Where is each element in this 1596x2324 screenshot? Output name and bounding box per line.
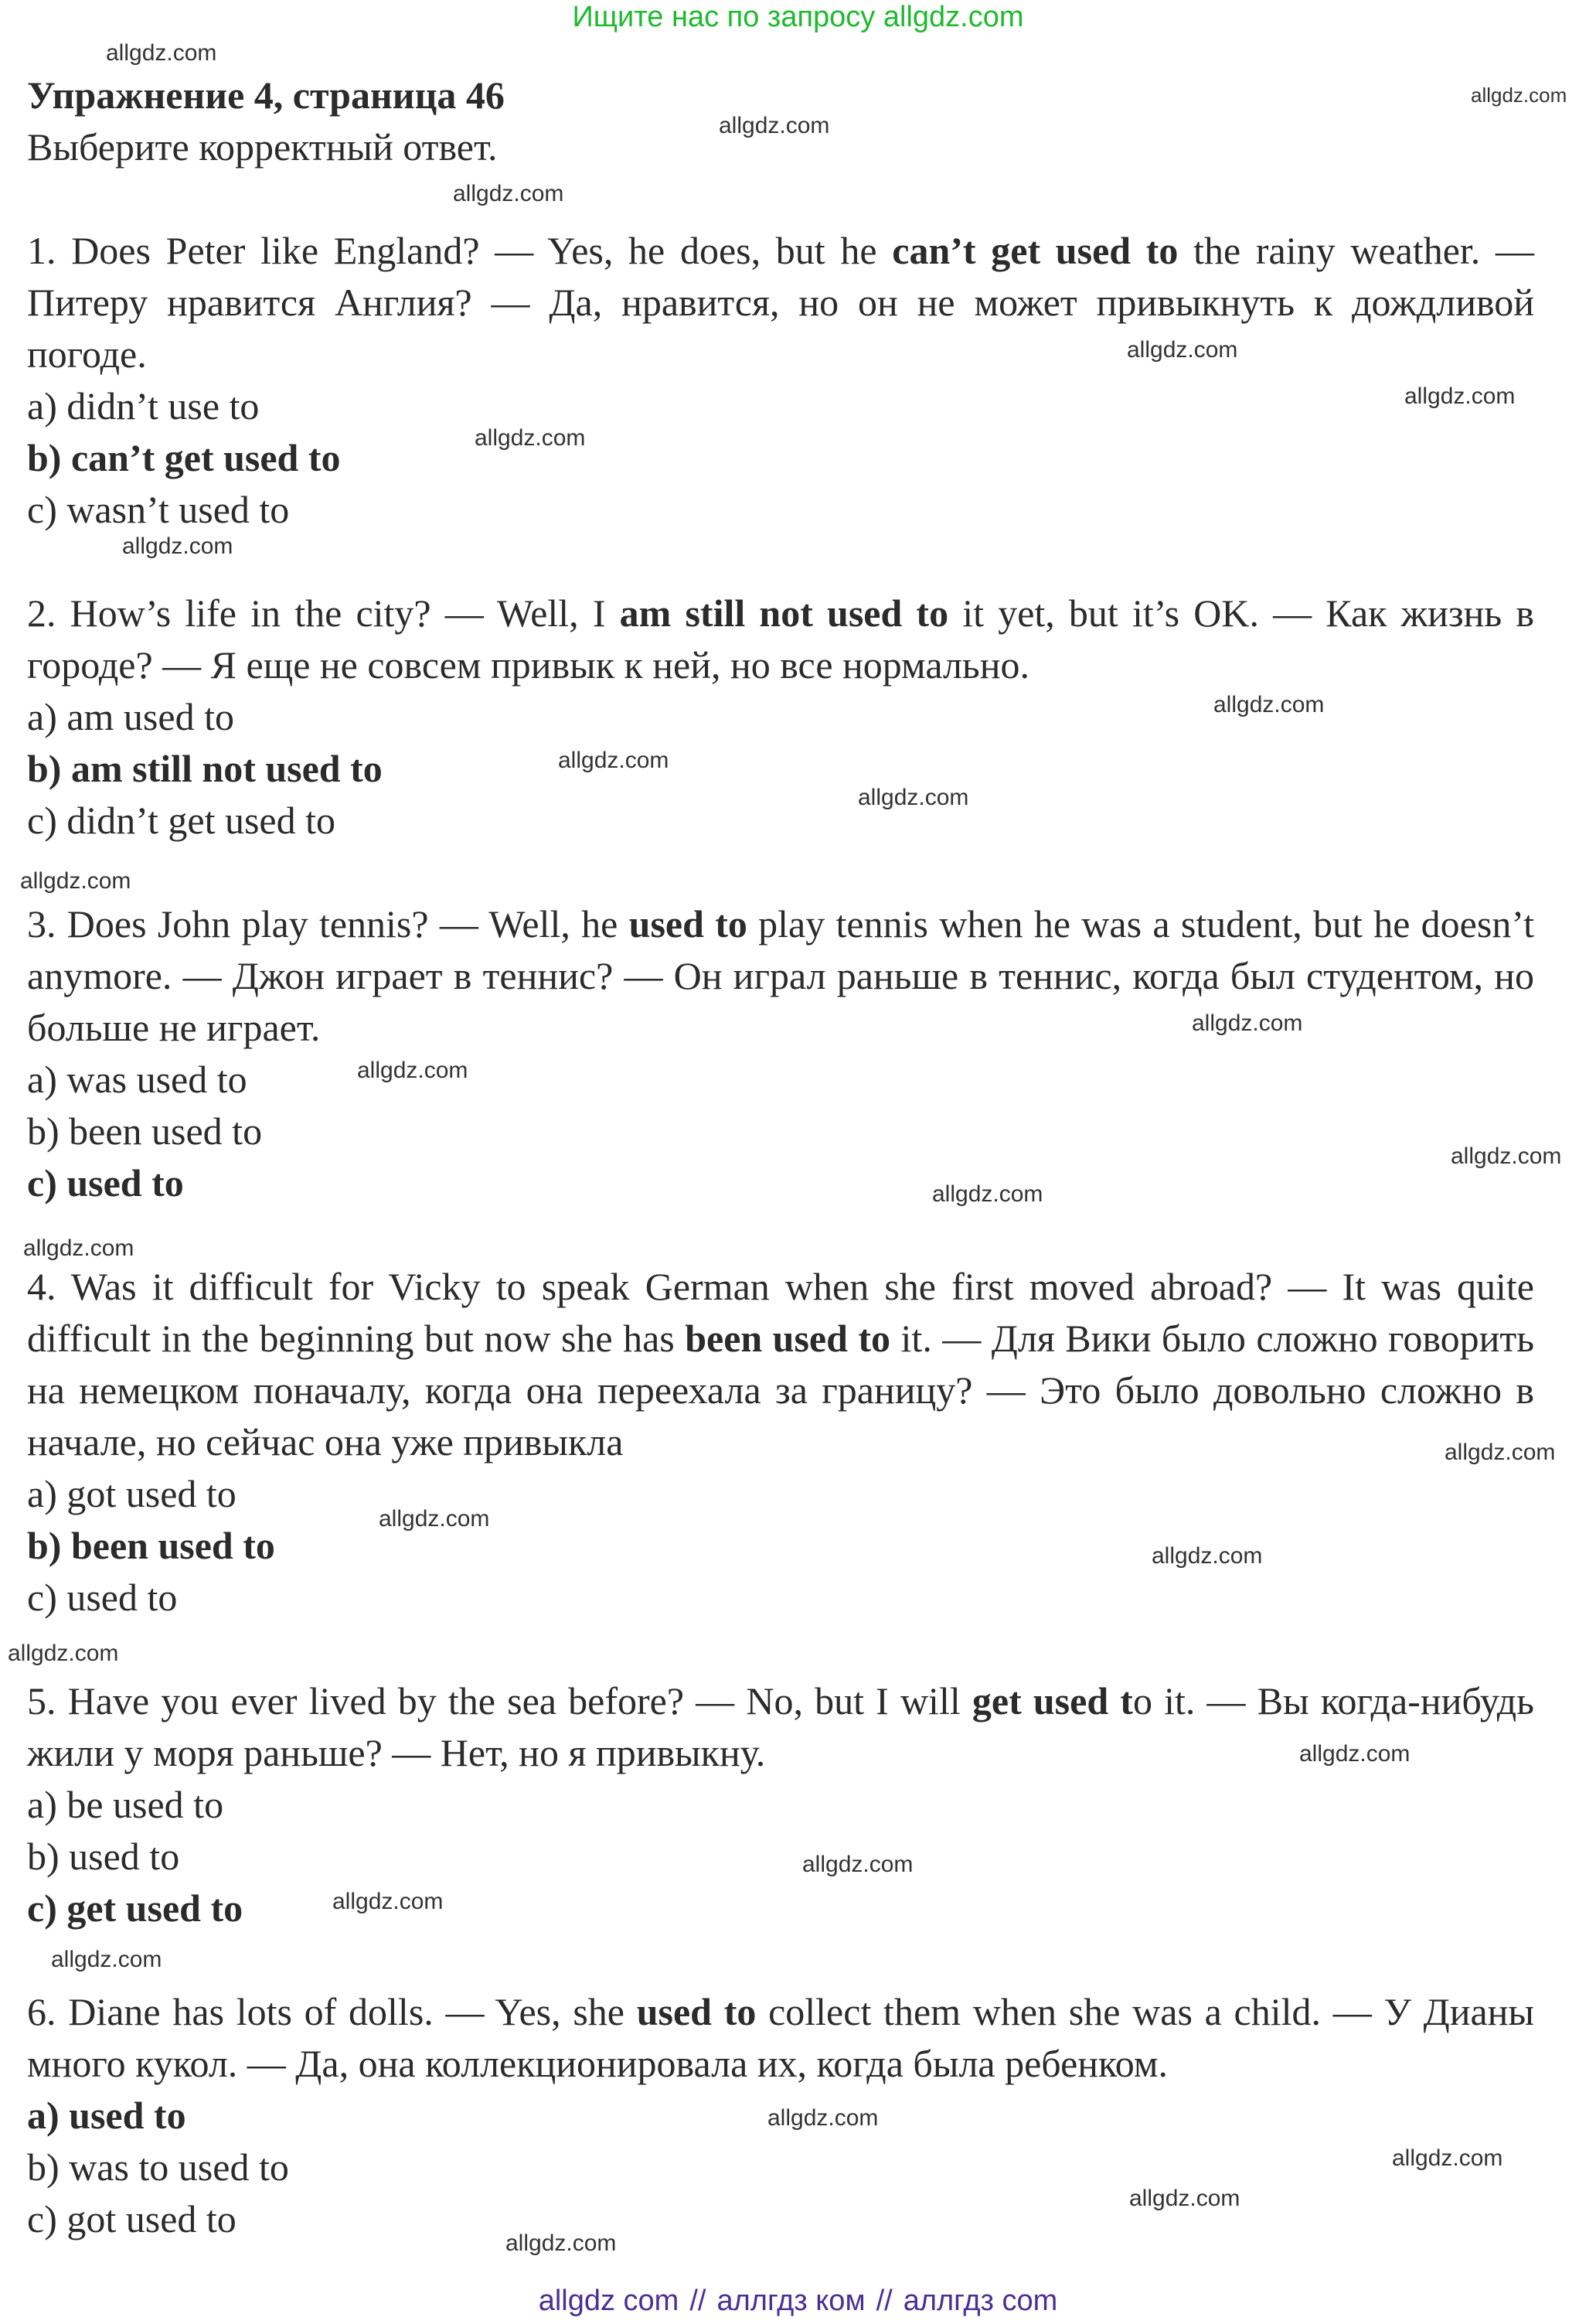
watermark: allgdz.com xyxy=(767,2105,879,2131)
watermark: allgdz.com xyxy=(1152,1543,1263,1569)
option-b: b) was to used to xyxy=(27,2145,289,2189)
watermark: allgdz.com xyxy=(719,113,830,138)
exercise-title: Упражнение 4, страница 46 xyxy=(27,73,505,117)
option-c: c) wasn’t used to xyxy=(27,488,290,531)
watermark: allgdz.com xyxy=(357,1058,468,1083)
answer-highlight: used to xyxy=(628,902,747,946)
watermark: allgdz.com xyxy=(475,425,586,451)
option-c: c) used to xyxy=(27,1576,178,1619)
option-a: a) got used to xyxy=(27,1472,237,1515)
watermark: allgdz.com xyxy=(23,1235,134,1261)
watermark: allgdz.com xyxy=(1392,2145,1503,2171)
watermark: allgdz.com xyxy=(505,2230,617,2256)
option-a: a) am used to xyxy=(27,695,234,738)
option-c: c) got used to xyxy=(27,2197,237,2241)
option-b: b) been used to xyxy=(27,1109,263,1153)
question-text: 2. How’s life in the city? — Well, I am still not used to it yet, but it’s OK. — Как жизнь в городе? — Я еще не совсем привык к ней, но все нормально. xyxy=(27,591,1535,687)
task-4 xyxy=(27,1261,1534,1624)
task-3 xyxy=(27,898,1534,1209)
footer-link[interactable]: аллгдз ком xyxy=(716,2285,866,2317)
watermark: allgdz.com xyxy=(20,868,131,894)
watermark: allgdz.com xyxy=(1127,337,1238,363)
watermark: allgdz.com xyxy=(932,1181,1043,1207)
option-a: a) was used to xyxy=(27,1058,247,1101)
option-b-correct: b) been used to xyxy=(27,1524,275,1567)
question-text: 5. Have you ever lived by the sea before? — No, but I will get used to it. — Вы когда-нибудь жили у моря раньше? — Нет, но я привыкну. xyxy=(27,1679,1534,1774)
question-text: 4. Was it difficult for Vicky to speak German when she first moved abroad? — It was quite difficult in the beginning but now she has been used to it. — Для Вики было сложно говорить на немецком поначалу, когда она переехала за границу? — Это было довольно сложно в начале, но сейчас она уже привыкла xyxy=(27,1265,1534,1464)
watermark: allgdz.com xyxy=(379,1506,490,1532)
footer-link[interactable]: аллгдз сom xyxy=(903,2285,1058,2317)
option-c: c) didn’t get used to xyxy=(27,799,335,842)
watermark: allgdz.com xyxy=(8,1641,119,1666)
option-c-correct: c) get used to xyxy=(27,1886,243,1930)
watermark: allgdz.com xyxy=(51,1947,162,1972)
question-text: 3. Does John play tennis? — Well, he used to play tennis when he was a student, but he doesn’t anymore. — Джон играет в теннис? — Он играл раньше в теннис, когда был студентом, но больше не играет. xyxy=(27,902,1534,1049)
task-5 xyxy=(27,1675,1534,1934)
watermark: allgdz.com xyxy=(122,533,233,559)
watermark: allgdz.com xyxy=(1445,1440,1556,1465)
option-a: a) didn’t use to xyxy=(27,384,260,428)
answer-highlight: am still not used to xyxy=(619,591,949,635)
watermark: allgdz.com xyxy=(1192,1010,1303,1036)
question-text: 1. Does Peter like England? — Yes, he does, but he can’t get used to the rainy weather. — Питеру нравится Англия? — Да, нравится, но он не может привыкнуть к дождливой погоде. xyxy=(27,229,1534,376)
top-banner[interactable]: Ищите нас по запросу allgdz.com xyxy=(572,1,1024,33)
watermark: allgdz.com xyxy=(453,181,564,206)
footer-separator: // xyxy=(689,2285,706,2317)
option-a: a) be used to xyxy=(27,1783,224,1826)
watermark: allgdz.com xyxy=(1451,1143,1562,1169)
option-b-correct: b) can’t get used to xyxy=(27,436,341,479)
option-a-correct: a) used to xyxy=(27,2094,186,2137)
footer-links xyxy=(0,2278,1596,2324)
option-c-correct: c) used to xyxy=(27,1161,184,1205)
answer-highlight: can’t get used to xyxy=(892,229,1179,272)
question-text: 6. Diane has lots of dolls. — Yes, she used to collect them when she was a child. — У Дианы много кукол. — Да, она коллекционировала их, когда была ребенком. xyxy=(27,1990,1534,2085)
option-b-correct: b) am still not used to xyxy=(27,747,383,790)
watermark: allgdz.com xyxy=(1129,2186,1240,2211)
option-b: b) used to xyxy=(27,1835,180,1878)
footer-link[interactable]: allgdz com xyxy=(538,2285,679,2317)
watermark: allgdz.com xyxy=(802,1852,914,1877)
watermark: allgdz.com xyxy=(858,785,969,810)
answer-highlight: get used t xyxy=(972,1679,1133,1723)
footer-separator: // xyxy=(876,2285,893,2317)
watermark: allgdz.com xyxy=(332,1889,444,1914)
watermark: allgdz.com xyxy=(1299,1741,1411,1767)
watermark: allgdz.com xyxy=(558,748,669,773)
watermark: allgdz.com xyxy=(1471,83,1567,107)
watermark: allgdz.com xyxy=(106,40,217,66)
watermark: allgdz.com xyxy=(1404,383,1516,409)
exercise-instruction: Выберите корректный ответ. xyxy=(27,125,498,169)
task-1 xyxy=(27,225,1534,536)
watermark: allgdz.com xyxy=(1213,692,1325,717)
document xyxy=(27,70,1534,2245)
answer-highlight: been used to xyxy=(685,1317,891,1360)
answer-highlight: used to xyxy=(636,1990,757,2033)
